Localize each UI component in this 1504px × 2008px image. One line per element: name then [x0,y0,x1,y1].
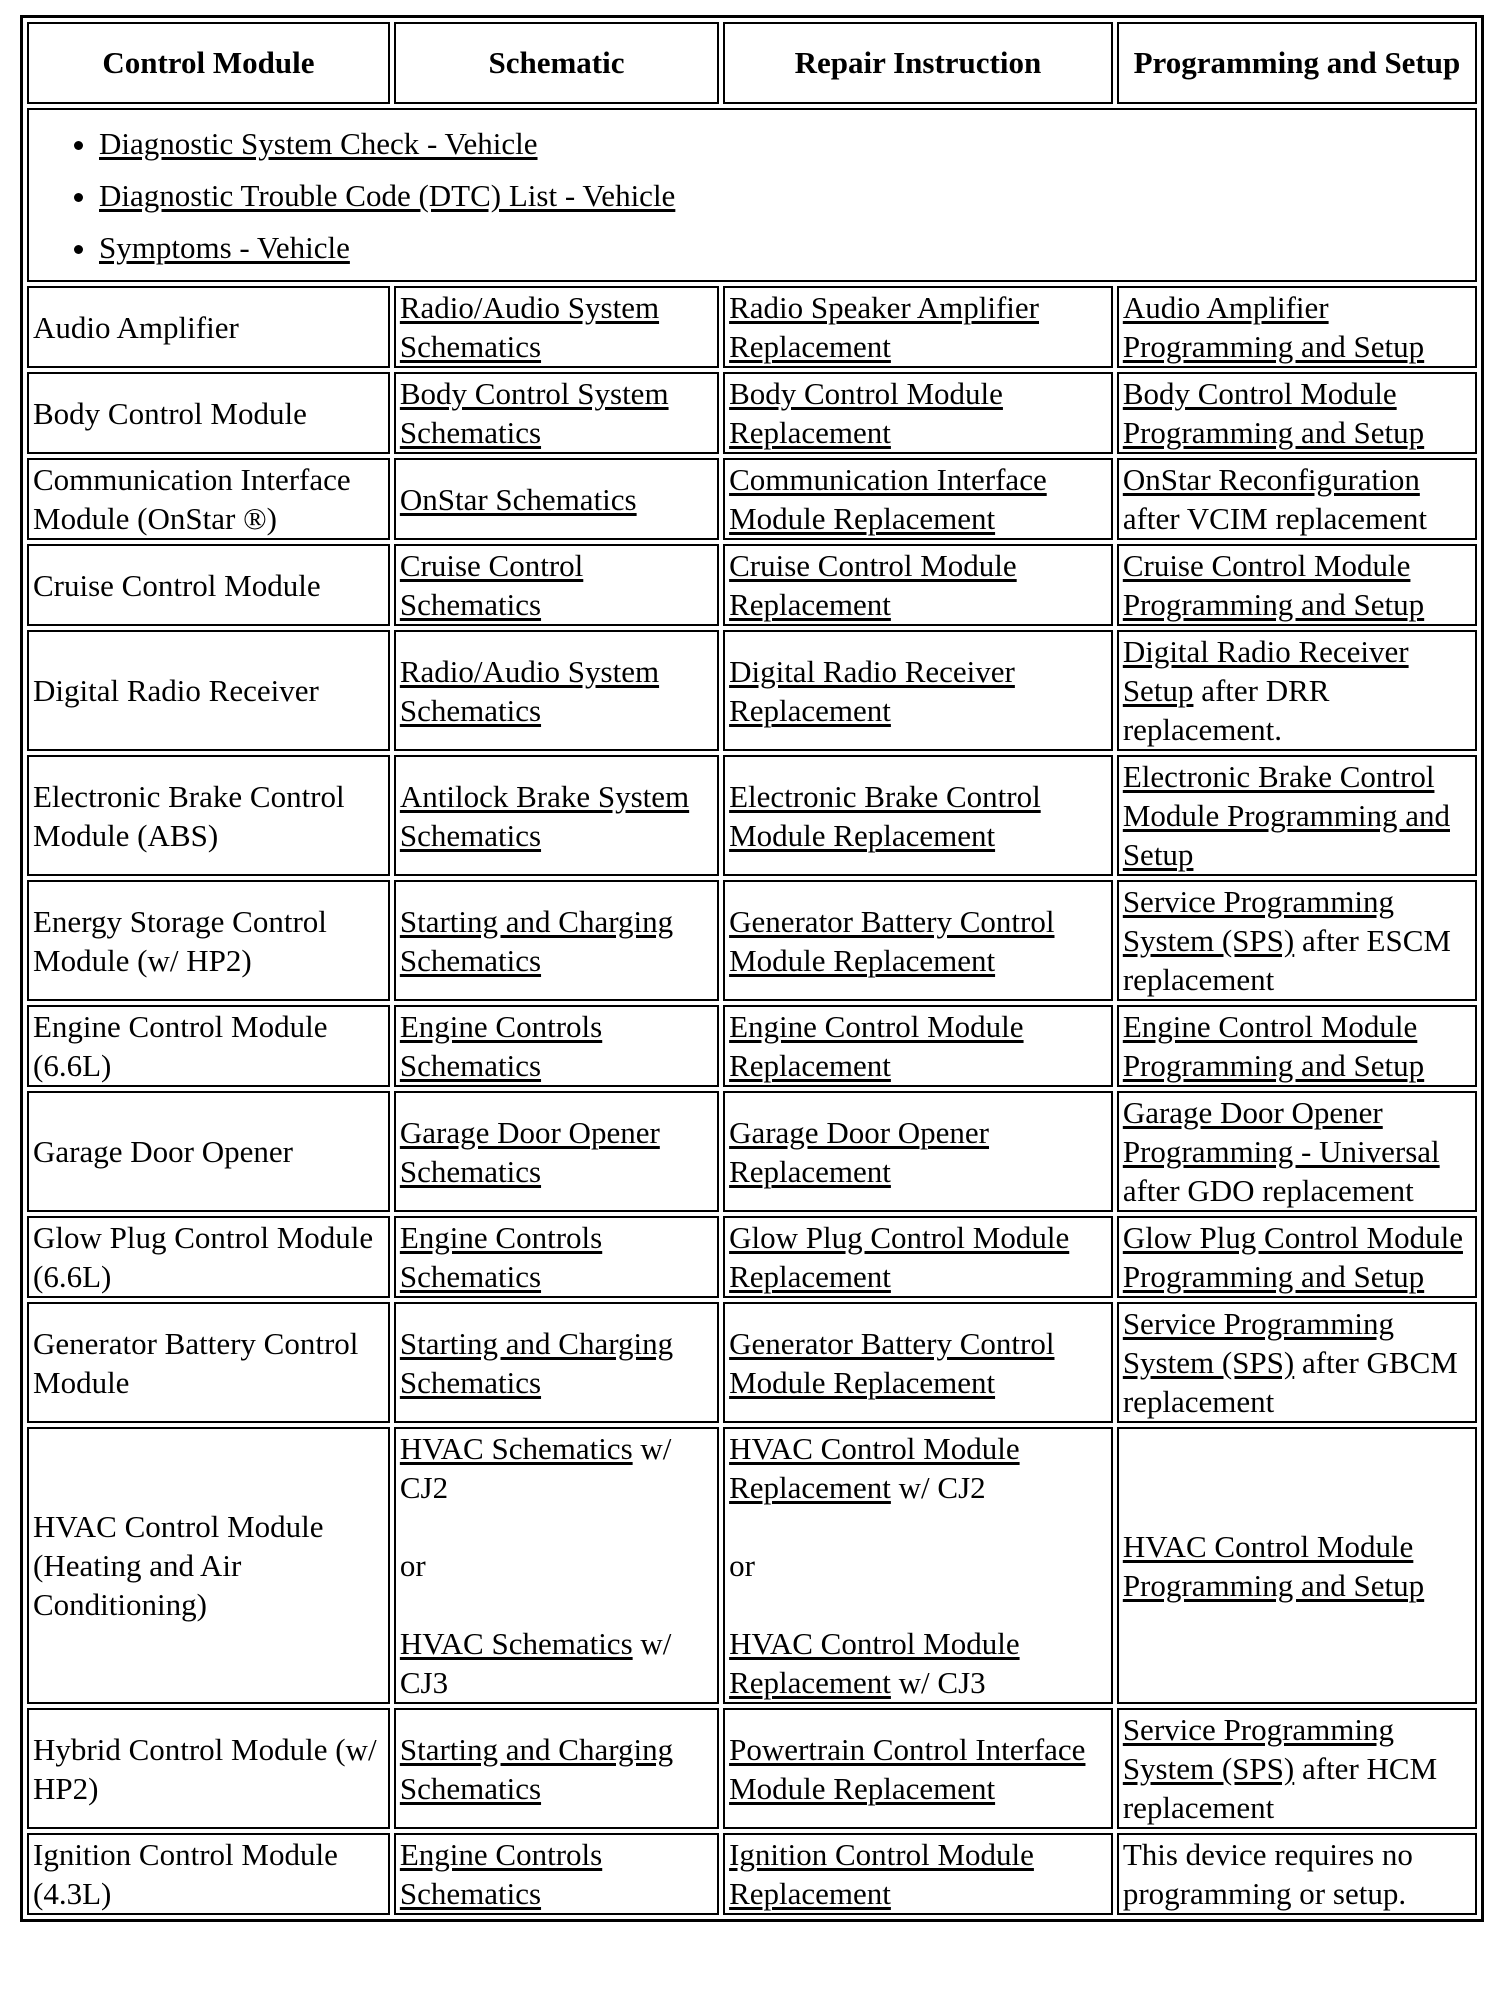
table-row [27,880,1477,1001]
schematic-link[interactable]: Antilock Brake System Schematics [399,778,690,853]
repair-cell [723,1005,1113,1087]
table-row-hybrid [27,1708,1477,1829]
link-suffix: after HCM replacement [1122,1751,1438,1825]
repair-cell [723,755,1113,876]
schematic-cell [394,1005,719,1087]
schematic-link[interactable]: Radio/Audio System Schematics [399,290,660,364]
repair-link[interactable]: Glow Plug Control Module Replacement [729,1220,1070,1294]
diagnostic-links-list [29,110,1475,280]
schematic-cell [394,755,719,876]
diagnostic-links-row [27,108,1477,282]
header-schematic: Schematic [394,22,719,104]
repair-link[interactable]: Digital Radio Receiver Replacement [729,653,1015,728]
dtc-list-link[interactable]: Diagnostic Trouble Code (DTC) List - Vehicle [99,178,676,213]
schematic-link[interactable]: Body Control System Schematics [399,376,669,450]
schematic-link[interactable]: Garage Door Opener Schematics [399,1114,660,1189]
repair-cell [723,1708,1113,1829]
table-row [27,544,1477,626]
repair-link[interactable]: Generator Battery Control Module Replacement [729,903,1055,978]
programming-cell [1117,880,1477,1001]
repair-link[interactable]: Communication Interface Module Replacement [729,462,1047,536]
module-name: Ignition Control Module (4.3L) [27,1833,390,1915]
module-name: Electronic Brake Control Module (ABS) [27,755,390,876]
module-name: Engine Control Module (6.6L) [27,1005,390,1087]
programming-link[interactable]: Garage Door Opener Programming - Universal [1122,1095,1440,1169]
module-name: HVAC Control Module (Heating and Air Conditioning) [27,1427,390,1704]
list-item [99,118,1475,170]
schematic-cell [394,1091,719,1212]
programming-cell [1117,1216,1477,1298]
module-name: Communication Interface Module (OnStar ®) [27,458,390,540]
list-item [99,222,1475,274]
repair-link[interactable]: Ignition Control Module Replacement [729,1837,1034,1911]
programming-text: This device requires no programming or setup. [1117,1833,1477,1915]
programming-cell [1117,1091,1477,1212]
link-suffix: after VCIM replacement [1122,501,1427,536]
repair-link[interactable]: Powertrain Control Interface Module Replacement [729,1731,1086,1806]
programming-cell [1117,1005,1477,1087]
repair-link[interactable]: Generator Battery Control Module Replacement [729,1325,1055,1400]
repair-cell [723,544,1113,626]
repair-link[interactable]: Garage Door Opener Replacement [729,1114,990,1189]
repair-cell [723,372,1113,454]
or-text: or [729,1548,755,1583]
module-reference-table [20,15,1484,1922]
programming-link[interactable]: Cruise Control Module Programming and Setup [1122,548,1425,622]
list-item [99,170,1475,222]
module-name: Glow Plug Control Module (6.6L) [27,1216,390,1298]
table-row [27,286,1477,368]
table-row [27,1005,1477,1087]
repair-link[interactable]: Radio Speaker Amplifier Replacement [729,290,1040,364]
programming-cell [1117,630,1477,751]
header-programming-setup: Programming and Setup [1117,22,1477,104]
link-suffix: after GBCM replacement [1122,1345,1458,1419]
repair-cell [723,1302,1113,1423]
programming-cell [1117,1302,1477,1423]
module-name: Energy Storage Control Module (w/ HP2) [27,880,390,1001]
schematic-link[interactable]: Radio/Audio System Schematics [399,653,660,728]
programming-link[interactable]: Service Programming System (SPS) [1122,884,1395,958]
schematic-cell [394,880,719,1001]
schematic-cell [394,1833,719,1915]
schematic-link[interactable]: Starting and Charging Schematics [399,1325,674,1400]
programming-cell [1117,544,1477,626]
programming-cell [1117,755,1477,876]
schematic-cell [394,1427,719,1704]
header-control-module: Control Module [27,22,390,104]
repair-link[interactable]: Body Control Module Replacement [729,376,1003,450]
schematic-link[interactable]: Starting and Charging Schematics [399,903,674,978]
module-rows [27,286,1477,1423]
repair-link[interactable]: HVAC Control Module Replacement [729,1626,1020,1700]
table-row [27,1302,1477,1423]
programming-link[interactable]: Audio Amplifier Programming and Setup [1122,290,1425,364]
programming-link[interactable]: Digital Radio Receiver Setup [1122,634,1409,708]
diagnostic-system-check-link[interactable]: Diagnostic System Check - Vehicle [99,126,538,161]
link-suffix: w/ CJ3 [898,1665,986,1700]
module-name: Body Control Module [27,372,390,454]
schematic-link[interactable]: Engine Controls Schematics [399,1837,603,1911]
repair-link[interactable]: HVAC Control Module Replacement [729,1431,1020,1505]
programming-cell [1117,372,1477,454]
header-row [27,22,1477,104]
programming-cell [1117,1427,1477,1704]
table-row [27,1216,1477,1298]
programming-link[interactable]: Electronic Brake Control Module Programming and Setup [1122,759,1450,872]
symptoms-link[interactable]: Symptoms - Vehicle [99,230,350,265]
module-name: Hybrid Control Module (w/ HP2) [27,1708,390,1829]
schematic-link[interactable]: Cruise Control Schematics [399,548,584,622]
repair-cell [723,1091,1113,1212]
schematic-cell [394,1708,719,1829]
repair-link[interactable]: Engine Control Module Replacement [729,1009,1024,1083]
repair-cell [723,880,1113,1001]
module-name: Audio Amplifier [27,286,390,368]
schematic-link[interactable]: Engine Controls Schematics [399,1009,603,1083]
header-repair-instruction: Repair Instruction [723,22,1113,104]
programming-cell [1117,1708,1477,1829]
module-name: Generator Battery Control Module [27,1302,390,1423]
repair-link[interactable]: Electronic Brake Control Module Replacement [729,778,1041,853]
schematic-link[interactable]: Engine Controls Schematics [399,1220,603,1294]
table-row [27,630,1477,751]
link-suffix: after DRR replacement. [1122,673,1330,747]
module-name: Cruise Control Module [27,544,390,626]
repair-cell [723,286,1113,368]
programming-link[interactable]: OnStar Reconfiguration [1122,462,1420,497]
programming-cell [1117,458,1477,540]
repair-link[interactable]: Cruise Control Module Replacement [729,548,1017,622]
link-suffix: w/ CJ2 [898,1470,986,1505]
repair-cell [723,458,1113,540]
link-suffix: after GDO replacement [1122,1173,1414,1208]
module-name: Garage Door Opener [27,1091,390,1212]
programming-link[interactable]: Engine Control Module Programming and Setup [1122,1009,1425,1083]
diagnostic-links-cell [27,108,1477,282]
repair-cell [723,630,1113,751]
schematic-cell [394,372,719,454]
programming-link[interactable]: Service Programming System (SPS) [1122,1712,1395,1786]
schematic-cell [394,458,719,540]
schematic-cell [394,286,719,368]
table-row [27,372,1477,454]
schematic-link[interactable]: HVAC Schematics [399,1626,633,1661]
link-suffix: w/ CJ3 [399,1626,672,1700]
module-name: Digital Radio Receiver [27,630,390,751]
table-row [27,458,1477,540]
schematic-cell [394,544,719,626]
schematic-cell [394,630,719,751]
programming-link[interactable]: Service Programming System (SPS) [1122,1306,1395,1380]
table-row-hvac [27,1427,1477,1704]
table-row [27,755,1477,876]
repair-cell [723,1427,1113,1704]
programming-link[interactable]: Body Control Module Programming and Setup [1122,376,1425,450]
schematic-link[interactable]: HVAC Schematics [399,1431,633,1466]
programming-link[interactable]: Glow Plug Control Module Programming and Setup [1122,1220,1463,1294]
programming-link[interactable]: HVAC Control Module Programming and Setup [1122,1528,1425,1603]
link-suffix: after ESCM replacement [1122,923,1451,997]
schematic-cell [394,1302,719,1423]
programming-cell [1117,286,1477,368]
table-row-ignition [27,1833,1477,1915]
schematic-link[interactable]: Starting and Charging Schematics [399,1731,674,1806]
link-suffix: w/ CJ2 [399,1431,672,1505]
repair-cell [723,1216,1113,1298]
schematic-cell [394,1216,719,1298]
or-text: or [399,1548,426,1583]
repair-cell [723,1833,1113,1915]
table-row [27,1091,1477,1212]
schematic-link[interactable]: OnStar Schematics [399,481,637,517]
